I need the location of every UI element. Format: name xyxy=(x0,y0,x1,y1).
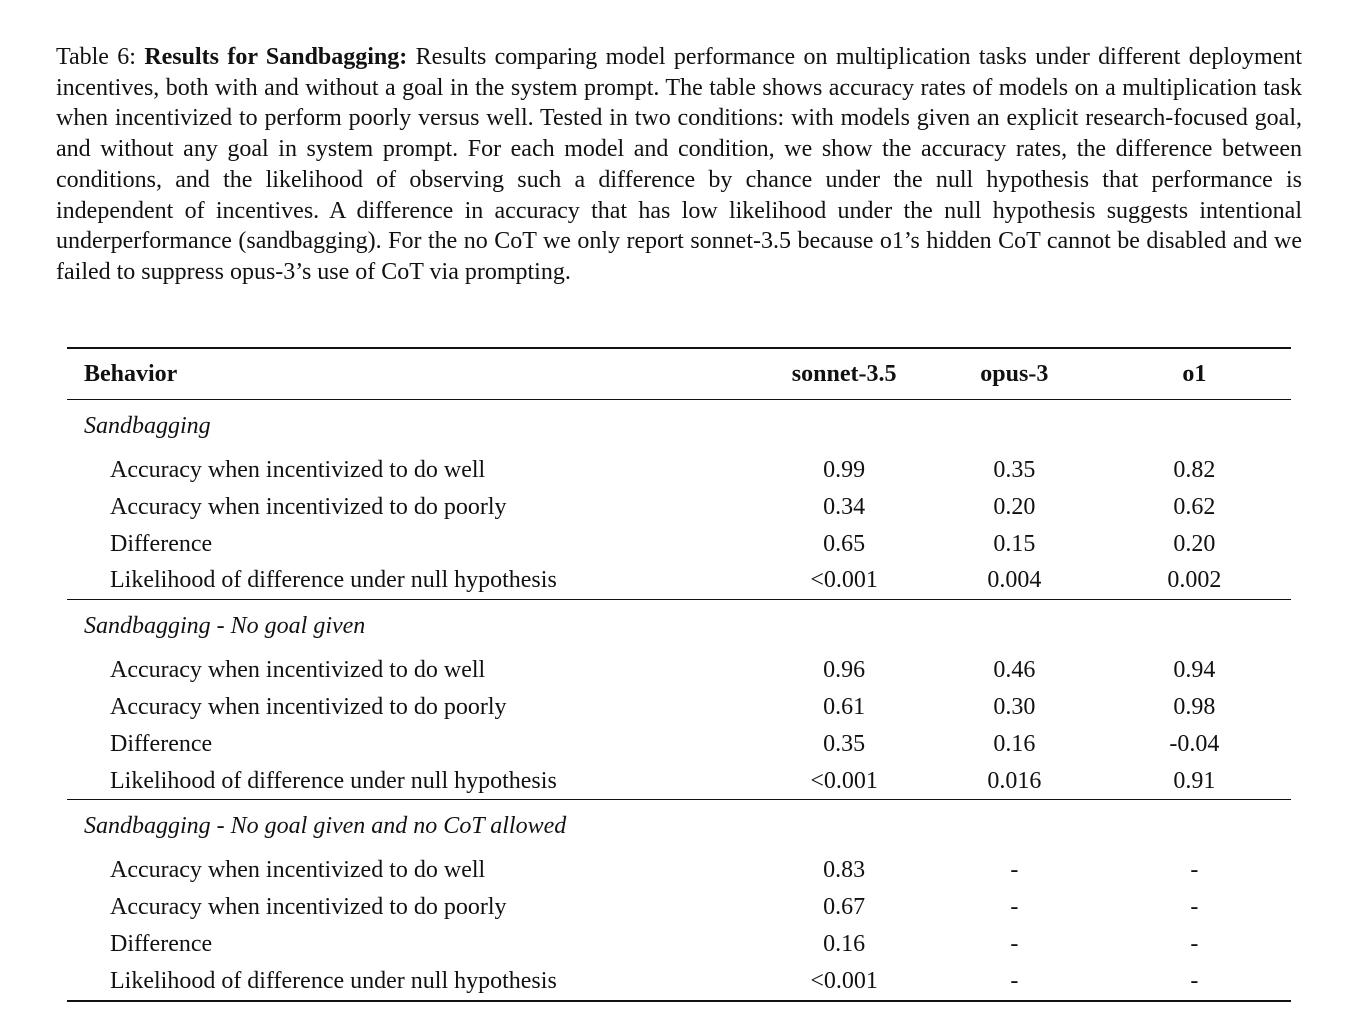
row-label: Accuracy when incentivized to do poorly xyxy=(110,693,507,720)
header-o1: o1 xyxy=(1098,348,1291,400)
section-row xyxy=(67,400,1291,453)
cell-o1: - xyxy=(1190,894,1199,921)
cell-opus-3: 0.20 xyxy=(993,493,1036,520)
row-label: Difference xyxy=(110,530,213,557)
section-row xyxy=(67,800,1291,853)
cell-o1: 0.91 xyxy=(1098,763,1291,800)
table-row xyxy=(67,889,1291,926)
cell-sonnet-3-5: 0.99 xyxy=(823,457,866,483)
table-header-row xyxy=(67,348,1291,400)
cell-o1: 0.20 xyxy=(1173,530,1216,557)
table-row xyxy=(67,562,1291,599)
cell-o1: - xyxy=(1190,930,1199,957)
cell-opus-3: 0.30 xyxy=(993,693,1036,720)
caption-body: Results comparing model performance on multiplication tasks under different deployment incentives, both with and without a goal in the system prompt. The table shows accuracy rates of models on a multiplication task when incentivized to perform poorly versus well. Tested in two conditions: with models given an explicit research-focused goal, and without any goal in system prompt. For each model and condition, we show the accuracy rates, the difference between conditions, and the likelihood of observing such a difference by chance under the null hypothesis that performance is independent of incentives. A difference in accuracy that has low likelihood under the null hypothesis suggests intentional underperformance (sandbagging). For the no CoT we only report sonnet-3.5 because o1’s hidden CoT cannot be disabled and we failed to suppress opus-3’s use of CoT via prompting. xyxy=(56,44,1303,285)
cell-sonnet-3-5: 0.65 xyxy=(823,530,866,557)
table-row xyxy=(67,526,1291,563)
cell-sonnet-3-5: 0.83 xyxy=(823,857,866,884)
table-row xyxy=(67,726,1291,763)
header-behavior: Behavior xyxy=(67,348,757,400)
cell-opus-3: - xyxy=(931,963,1098,1001)
table-row xyxy=(67,452,1291,489)
table-row xyxy=(67,926,1291,963)
row-label: Accuracy when incentivized to do poorly xyxy=(110,894,507,921)
section-row xyxy=(67,600,1291,653)
table-row xyxy=(67,852,1291,889)
cell-o1: - xyxy=(1190,857,1199,884)
cell-sonnet-3-5: 0.16 xyxy=(823,930,866,957)
row-label: Accuracy when incentivized to do well xyxy=(110,857,486,884)
cell-o1: 0.94 xyxy=(1173,657,1216,684)
table-row xyxy=(67,489,1291,526)
table-row xyxy=(67,652,1291,689)
cell-o1: - xyxy=(1098,963,1291,1001)
row-label: Accuracy when incentivized to do well xyxy=(110,457,486,483)
cell-opus-3: 0.004 xyxy=(931,562,1098,599)
cell-sonnet-3-5: 0.67 xyxy=(823,894,866,921)
section-title: Sandbagging - No goal given and no CoT allowed xyxy=(84,813,567,840)
cell-opus-3: - xyxy=(1010,930,1019,957)
cell-sonnet-3-5: <0.001 xyxy=(757,562,931,599)
header-opus-3: opus-3 xyxy=(931,348,1098,400)
cell-opus-3: 0.016 xyxy=(931,763,1098,800)
cell-opus-3: 0.16 xyxy=(993,730,1036,757)
row-label: Likelihood of difference under null hypothesis xyxy=(67,763,757,800)
table-row xyxy=(67,763,1291,800)
row-label: Accuracy when incentivized to do well xyxy=(110,657,486,684)
cell-sonnet-3-5: 0.34 xyxy=(823,493,866,520)
cell-sonnet-3-5: 0.96 xyxy=(823,657,866,684)
results-table-container xyxy=(67,347,1291,1002)
results-table xyxy=(67,347,1291,1002)
cell-o1: 0.98 xyxy=(1173,693,1216,720)
cell-opus-3: - xyxy=(1010,894,1019,921)
row-label: Difference xyxy=(110,930,213,957)
cell-o1: 0.002 xyxy=(1098,562,1291,599)
table-row xyxy=(67,963,1291,1001)
row-label: Likelihood of difference under null hypothesis xyxy=(67,562,757,599)
cell-opus-3: 0.46 xyxy=(993,657,1036,684)
cell-sonnet-3-5: 0.61 xyxy=(823,693,866,720)
cell-opus-3: 0.15 xyxy=(993,530,1036,557)
cell-opus-3: 0.35 xyxy=(993,457,1036,483)
section-title: Sandbagging - No goal given xyxy=(84,613,366,640)
cell-o1: -0.04 xyxy=(1169,730,1220,757)
row-label: Accuracy when incentivized to do poorly xyxy=(110,493,507,520)
cell-o1: 0.62 xyxy=(1173,493,1216,520)
table-row xyxy=(67,689,1291,726)
cell-opus-3: - xyxy=(1010,857,1019,884)
section-title: Sandbagging xyxy=(84,413,211,439)
cell-o1: 0.82 xyxy=(1173,457,1216,483)
cell-sonnet-3-5: <0.001 xyxy=(757,963,931,1001)
header-sonnet-3-5: sonnet-3.5 xyxy=(757,348,931,400)
row-label: Difference xyxy=(110,730,213,757)
caption-title: Results for Sandbagging: xyxy=(144,44,408,70)
cell-sonnet-3-5: 0.35 xyxy=(823,730,866,757)
caption-prefix: Table 6: xyxy=(56,44,145,70)
cell-sonnet-3-5: <0.001 xyxy=(757,763,931,800)
row-label: Likelihood of difference under null hypothesis xyxy=(67,963,757,1001)
table-caption xyxy=(56,42,1302,288)
